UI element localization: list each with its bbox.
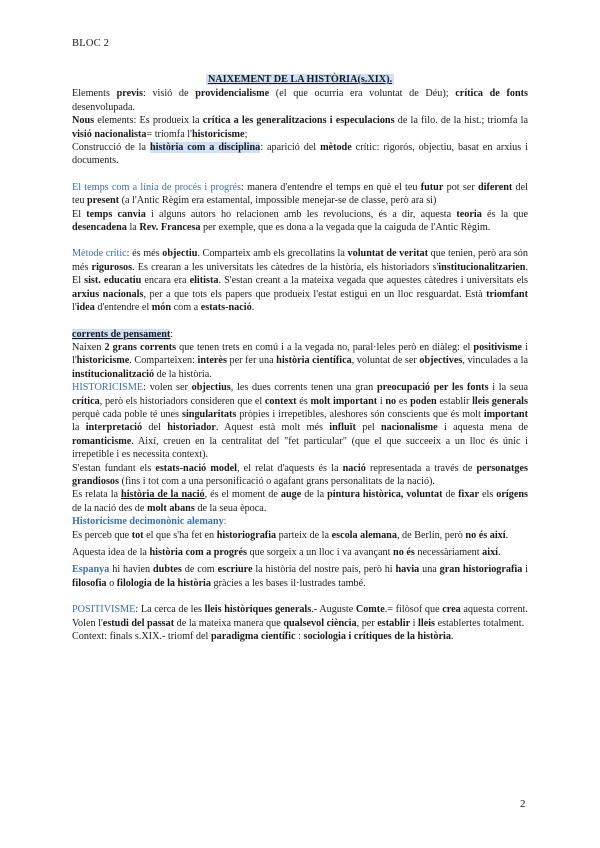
bold-term: estats-nació model — [155, 462, 237, 474]
bold-term: important — [483, 408, 528, 420]
paragraph-context — [72, 630, 528, 643]
text: per fer una — [226, 355, 277, 367]
text: es — [396, 395, 411, 407]
text: pot ser — [443, 181, 478, 193]
bold-term: tot — [131, 529, 144, 541]
bold-term: historiador — [167, 422, 216, 434]
text: , les dues corrents tenen una gran — [230, 382, 377, 394]
paragraph-temps-linia — [72, 181, 528, 208]
text: : manera d'entendre el temps en què el teu — [241, 181, 421, 193]
text: ; — [244, 128, 248, 140]
bold-term: lleis generals — [472, 395, 528, 407]
bold-term: interpretació — [85, 422, 143, 434]
text: : volen ser — [143, 382, 192, 394]
text: crític: rigorós, objectiu, basat en arxius i documents. — [72, 142, 528, 167]
text: , vinculades a la — [462, 355, 528, 367]
text: = triomfa l' — [146, 128, 192, 140]
bold-term: positivisme — [473, 341, 523, 353]
text: gràcies a les bases il·lustrades també. — [210, 577, 366, 589]
section-heading: corrents de pensament — [72, 328, 171, 340]
text: : — [223, 516, 227, 528]
highlighted-term: història com a disciplina — [149, 142, 261, 154]
bold-term: història com a progrés — [149, 547, 247, 558]
text: , és el moment de — [204, 489, 281, 501]
bold-term: escola alemana — [331, 529, 397, 541]
text: l' — [72, 302, 77, 314]
bold-term: sociologia i crítiques de la història — [303, 631, 451, 643]
bold-term: objectiu — [162, 248, 198, 260]
text: . Comparteix amb els grecollatins la — [197, 248, 348, 260]
text: encara era — [141, 275, 190, 287]
bold-term: idea — [76, 302, 95, 314]
paragraph-espanya — [72, 563, 528, 590]
text: representada a través de — [365, 462, 477, 474]
text: desenvolupada. — [72, 101, 136, 113]
bold-term: historicisme — [191, 128, 245, 140]
text: . — [505, 529, 509, 541]
text: del teu — [72, 181, 528, 207]
text: parteix de la — [276, 529, 332, 541]
bold-term: paradigma científic — [210, 631, 296, 643]
text: o — [106, 577, 117, 589]
bold-term: elitista — [189, 275, 219, 287]
title-text: NAIXEMENT DE LA HISTÒRIA(s.XIX). — [207, 74, 393, 85]
bold-term: triomfant — [486, 288, 528, 300]
bold-term: lleis històriques generals — [204, 604, 312, 616]
blue-heading: Espanya — [72, 564, 110, 576]
bold-term: crítica a les generalitzacions i especulacions — [202, 115, 395, 127]
bold-term: pintura històrica, voluntat — [327, 489, 443, 501]
bloc-header: BLOC 2 — [72, 38, 110, 49]
bold-term: arxius nacionals — [72, 288, 144, 300]
bold-term: fixar — [458, 489, 480, 501]
bold-term: sist. educatiu — [84, 275, 142, 287]
bold-term: molt abans — [146, 502, 195, 514]
text: Naixen — [72, 341, 105, 353]
text: , de Berlín, però — [396, 529, 466, 541]
bold-term: objectius — [191, 382, 231, 394]
bold-term: no és així — [465, 529, 506, 541]
bold-term: establir — [377, 617, 411, 629]
bold-term: nació — [342, 462, 366, 474]
text: Aquesta idea de la — [72, 547, 150, 558]
blue-heading: Mètode crític — [72, 248, 127, 260]
bold-term: futur — [420, 181, 444, 193]
bold-term: temps canvia — [86, 208, 146, 220]
bold-term: 2 grans corrents — [104, 341, 177, 353]
text: , el relat d'aquests és la — [236, 462, 343, 474]
text: Elements — [72, 88, 117, 100]
underlined-term: història de la nació — [121, 489, 205, 501]
text: elements: Es produeix la — [94, 115, 203, 127]
text: , voluntat de ser — [351, 355, 420, 367]
paragraph-historicisme-alemany — [72, 515, 528, 528]
text: . El — [72, 261, 528, 287]
paragraph-elements-previs — [72, 87, 528, 114]
bold-term: previs — [116, 88, 143, 100]
paragraph-temps-canvia — [72, 208, 528, 235]
bold-term: singularitats — [182, 408, 237, 420]
bold-term: diferent — [477, 181, 513, 193]
bold-term: mètode — [320, 142, 352, 154]
bold-term: no — [385, 395, 397, 407]
text: hi havien — [109, 564, 153, 576]
text: : visió de — [142, 88, 196, 100]
text: . — [498, 547, 501, 558]
text: establir — [436, 395, 473, 407]
bold-term: teoria — [456, 208, 482, 220]
paragraph-historicisme — [72, 381, 528, 461]
text: : La cerca de les — [135, 604, 205, 616]
text: de la seua època. — [194, 502, 267, 514]
bold-term: institucionalització — [72, 368, 155, 380]
text: el que s'ha fet en — [143, 529, 217, 541]
bold-term: Nous — [72, 115, 95, 127]
bold-term: rigurosos — [91, 261, 133, 273]
text: establertes totalment. — [435, 617, 525, 629]
text: Es relata la — [72, 489, 122, 501]
text: pròpies i irrepetibles, aleshores són conscients que és molt — [236, 408, 484, 420]
text: Construcció de la — [72, 142, 150, 154]
text: : aparició del — [260, 142, 321, 154]
bold-term: interès — [197, 355, 227, 367]
text: : és més — [126, 248, 163, 260]
blue-heading: Historicisme decimonònic alemany — [72, 516, 224, 528]
text: .- Auguste — [311, 604, 356, 616]
bold-term: historicisme — [76, 355, 130, 367]
bold-term: crítica — [72, 395, 100, 407]
paragraph-corrents-heading — [72, 328, 528, 341]
paragraph-nous-elements — [72, 114, 528, 141]
text: una — [419, 564, 440, 576]
bold-term: molt important — [310, 395, 378, 407]
text: del — [142, 422, 168, 434]
text: . Així, creuen en la centralitat del "fet particular" (que el que succeeix a un lloc és únic i irrepetible i es necessita context). — [72, 435, 528, 461]
bold-term: gran historiografia — [439, 564, 523, 576]
text: la — [126, 222, 140, 234]
text: i aquesta mena de — [437, 422, 528, 434]
bold-term: desencadena — [72, 222, 127, 234]
bold-term: dubtes — [153, 564, 182, 576]
text: de la filo. de la hist.; triomfa la — [394, 115, 528, 127]
bold-term: escriure — [217, 564, 253, 576]
text: la — [72, 422, 86, 434]
bold-term: estats-nació — [200, 302, 252, 314]
text: (el que ocurria era voluntat de Déu); — [269, 88, 456, 100]
bold-term: filosofia — [72, 577, 107, 589]
bold-term: context — [264, 395, 297, 407]
bold-term: influït — [329, 422, 356, 434]
bold-term: crítica de fonts — [455, 88, 528, 100]
text: (fins i tot com a una personificació o agafant grans personalitats de la nació). — [119, 475, 435, 487]
bold-term: poden — [410, 395, 437, 407]
bold-term: havia — [395, 564, 420, 576]
bold-term: voluntat de veritat — [347, 248, 429, 260]
bold-term: objectives — [419, 355, 463, 367]
text: .= filòsof que — [384, 604, 443, 616]
bold-term: providencialisme — [195, 88, 270, 100]
text: que tenien, però ara són més — [72, 248, 528, 273]
text: de la nació des de — [72, 502, 147, 514]
paragraph-es-perceb — [72, 529, 528, 542]
blue-heading: HISTORICISME — [72, 382, 144, 394]
bold-term: personatges grandiosos — [72, 462, 528, 487]
text: i — [522, 564, 528, 576]
text: per exemple, que es dona a la vegada que la caiguda de l'Antic Règim. — [200, 222, 491, 234]
page-title — [72, 73, 528, 86]
blue-heading: El temps com a línia de procés i progrés — [72, 181, 242, 193]
text: que sorgeix a un lloc i va avançant — [246, 547, 394, 558]
text: : — [295, 631, 304, 643]
text: , però els historiadors consideren que el — [99, 395, 265, 407]
text: . — [450, 631, 454, 643]
paragraph-positivisme — [72, 603, 528, 630]
text: de com — [181, 564, 218, 576]
text: els — [479, 489, 497, 501]
text: El — [72, 208, 87, 220]
text: i alguns autors ho relacionen amb les revolucions, és a dir, aquesta — [145, 208, 457, 220]
text: necessàriament — [414, 547, 483, 558]
bold-term: institucionalitzarien — [438, 261, 526, 273]
text: de la història. — [154, 368, 212, 380]
text: pel — [355, 422, 382, 434]
text: i l' — [72, 341, 529, 367]
text: i la seua — [488, 382, 528, 394]
text: . — [251, 302, 255, 314]
text: de la mateixa manera que — [174, 617, 284, 629]
text: com a — [171, 302, 201, 314]
document-body — [72, 73, 528, 643]
text: Context: finals s.XIX.- triomf del — [72, 631, 211, 643]
text: que tenen trets en comú i a la vegada no, paral·leles però en diàleg: el — [176, 341, 474, 353]
bold-term: no és — [393, 547, 415, 558]
bold-term: qualsevol ciència — [283, 617, 357, 629]
text: . S'estan creant a la mateixa vegada que aquestes càtedres i universitats els — [218, 275, 529, 287]
bold-term: preocupació per les fonts — [377, 382, 489, 394]
bold-term: així — [482, 547, 499, 558]
bold-term: Rev. Francesa — [139, 222, 201, 234]
text: . Es crearan a les universitats les càtedres de la història, els historiadors s' — [132, 261, 439, 273]
text: d'entendre el — [94, 302, 152, 314]
bold-term: món — [151, 302, 172, 314]
text: i — [377, 395, 386, 407]
paragraph-historia-nacio — [72, 488, 528, 515]
blue-heading: POSITIVISME — [72, 604, 136, 616]
bold-term: nacionalisme — [381, 422, 438, 434]
text: . Aquest està molt més — [215, 422, 330, 434]
bold-term: lleis — [418, 617, 436, 629]
bold-term: romanticisme — [72, 435, 132, 447]
text: és — [296, 395, 311, 407]
bold-term: visió nacionalista — [72, 128, 147, 140]
bold-term: estudi del passat — [102, 617, 175, 629]
text: és la que — [481, 208, 528, 220]
paragraph-construccio — [72, 141, 528, 168]
paragraph-metode-critic — [72, 247, 528, 314]
paragraph-naixen — [72, 341, 528, 381]
text: Es perceb que — [72, 529, 132, 541]
text: (a l'Antic Règim era estamental, impossible menejar-se de classe, però ara si) — [119, 195, 437, 207]
text: , per a que tots els papers que produeix l'estat estigui en un lloc resguardat. Està — [143, 288, 487, 300]
text: . Comparteixen: — [129, 355, 198, 367]
bold-term: història científica — [276, 355, 352, 367]
text: i — [410, 617, 419, 629]
page-number: 2 — [520, 798, 526, 810]
text: de la — [301, 489, 328, 501]
bold-term: filologia de la història — [116, 577, 211, 589]
text: aquesta corrent. Volen l' — [72, 604, 528, 629]
text: perquè cada poble té unes — [72, 408, 182, 420]
text: S'estan fundant els — [72, 462, 156, 474]
bold-term: orígens — [496, 489, 528, 501]
text: : — [170, 328, 174, 340]
text: la història del nostre país, però hi — [252, 564, 396, 576]
text: de — [442, 489, 459, 501]
paragraph-estats-nacio — [72, 462, 528, 489]
bold-term: Comte — [355, 604, 385, 616]
paragraph-idea-progres — [72, 546, 528, 559]
bold-term: historiografia — [216, 529, 277, 541]
text: , per — [356, 617, 378, 629]
bold-term: crea — [442, 604, 461, 616]
bold-term: present — [87, 195, 120, 207]
bold-term: auge — [280, 489, 302, 501]
